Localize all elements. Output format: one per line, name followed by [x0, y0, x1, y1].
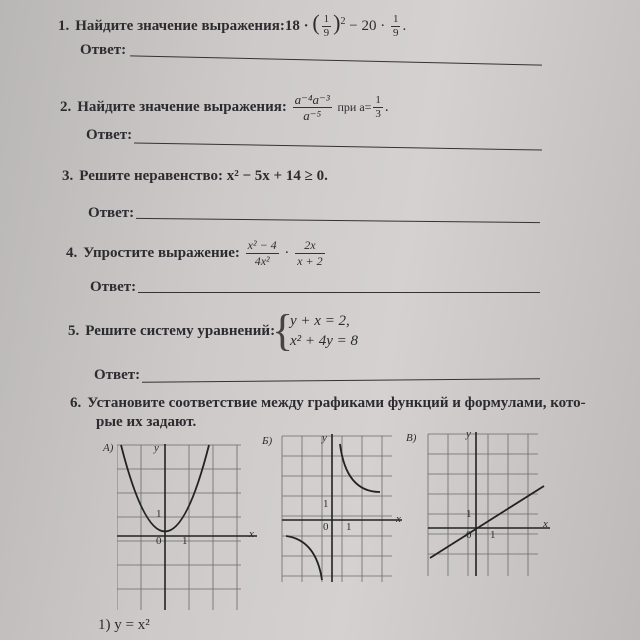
task-number: 6. [70, 395, 82, 411]
task-6 [70, 394, 586, 432]
task-5 [68, 323, 275, 340]
graph-c-one-y: 1 [466, 508, 472, 520]
equation-2: x² + 4y = 8 [290, 333, 359, 349]
system-equations [290, 311, 358, 351]
task-3 [62, 168, 328, 185]
answer-line[interactable] [138, 292, 540, 293]
paren-close: ) [333, 10, 341, 35]
fraction: $\frac{\text{x² − 4}}{\text{4x²}}$ [247, 238, 277, 268]
answer-line[interactable] [130, 55, 542, 66]
task-number: 2. [60, 98, 72, 115]
multiply-dot: · [284, 244, 290, 261]
exponent: 2 [340, 16, 346, 27]
task-number: 5. [68, 323, 80, 339]
fraction: $\frac{1}{3}$ [375, 94, 381, 120]
graph-a-letter: А) [103, 442, 114, 454]
task-text: Найдите значение выражения:18 · [75, 18, 309, 34]
hyperbola-branch-1 [340, 444, 380, 492]
graph-c-one-x: 1 [490, 529, 496, 541]
graph-a-one-x: 1 [182, 535, 188, 547]
answer-label: Ответ: [90, 279, 137, 295]
expression-tail: − 20 · [349, 18, 386, 34]
equation-1: y + x = 2, [290, 313, 350, 329]
fraction: $\frac{1}{9}$ [392, 13, 399, 40]
answer-label: Ответ: [88, 205, 135, 221]
linear-graph-line [430, 486, 544, 558]
graph-b-one-x: 1 [346, 521, 352, 533]
task-text: Решите систему уравнений: [85, 323, 276, 339]
paren-open: ( [312, 10, 320, 35]
task-1 [58, 10, 406, 40]
fraction: $\frac{\text{a⁻⁴a⁻³}}{\text{a⁻⁵}}$ [294, 92, 330, 123]
graph-c-letter: В) [406, 432, 417, 444]
answer-line[interactable] [142, 378, 540, 383]
task-number: 1. [58, 18, 70, 34]
answer-line[interactable] [134, 142, 542, 151]
graph-c-zero: 0 [466, 529, 472, 541]
graph-a-ylabel: y [154, 442, 159, 454]
graph-a [117, 440, 263, 614]
graph-a-xlabel: x [249, 528, 254, 540]
graph-a-one-y: 1 [156, 508, 162, 520]
period: . [384, 98, 389, 115]
task-number: 4. [66, 244, 78, 261]
answer-line[interactable] [136, 218, 540, 224]
answer-label: Ответ: [94, 367, 141, 383]
graph-c-xlabel: x [543, 518, 548, 530]
graph-c [424, 430, 554, 580]
task-text: Решите неравенство: x² − 5x + 14 ≥ 0. [79, 168, 328, 184]
task-text: Найдите значение выражения: [77, 98, 287, 115]
graph-b-zero: 0 [323, 521, 329, 533]
graph-b-ylabel: y [322, 432, 327, 444]
grid [117, 445, 241, 610]
grid [282, 436, 392, 582]
task-4 [66, 238, 327, 269]
answer-label: Ответ: [80, 42, 127, 58]
system-brace: { [272, 306, 294, 355]
task-text: Установите соответствие между графиками функций и формулами, кото- [87, 395, 586, 411]
graph-c-ylabel: y [466, 428, 471, 440]
formula-1: 1) y = x² [98, 617, 150, 633]
period: . [402, 18, 407, 34]
task-text-cont: рые их задают. [96, 414, 197, 430]
grid [428, 434, 538, 576]
condition: при a= [337, 99, 372, 114]
graph-b-one-y: 1 [323, 498, 329, 510]
fraction: $\frac{2x}{x + 2}$ [297, 238, 323, 268]
answer-label: Ответ: [86, 127, 133, 143]
graph-a-zero: 0 [156, 535, 162, 547]
graph-b-letter: Б) [262, 435, 273, 447]
task-2 [60, 92, 389, 123]
graph-b [280, 432, 410, 586]
graph-b-xlabel: x [396, 513, 401, 525]
task-number: 3. [62, 168, 74, 184]
fraction: $\frac{1}{9}$ [323, 13, 330, 40]
hyperbola-branch-2 [286, 536, 322, 580]
task-text: Упростите выражение: [83, 244, 240, 261]
